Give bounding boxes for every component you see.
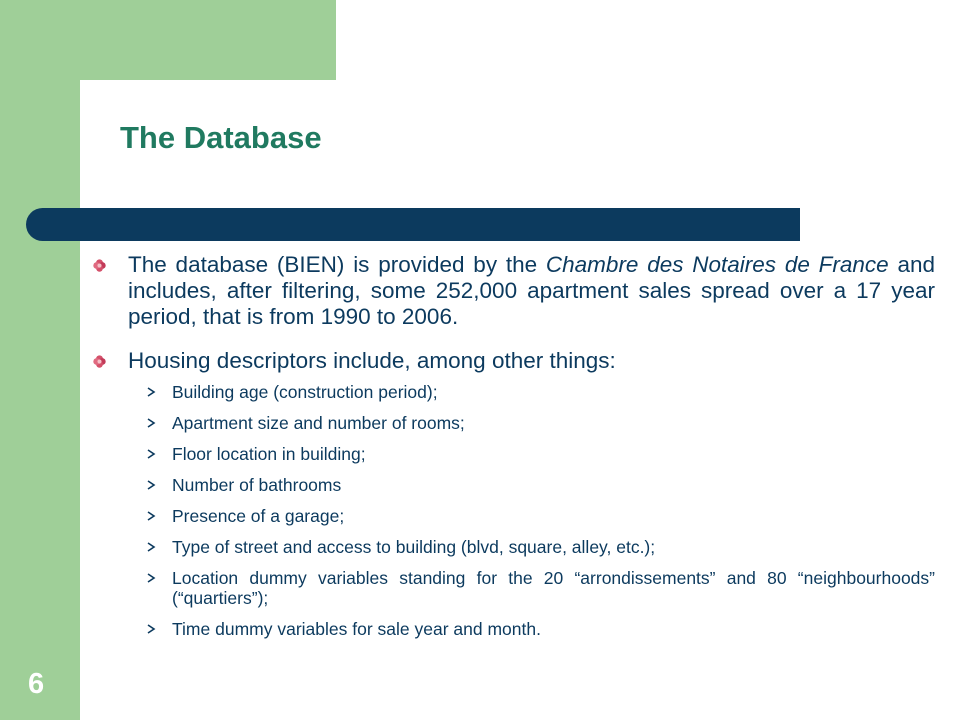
title-underline-bar [26,208,800,241]
slide-content [90,252,935,650]
descriptor-list [90,382,935,639]
list-item [146,444,935,464]
list-item-text: Building age (construction period); [172,382,438,402]
arrow-bullet-icon [146,418,156,428]
arrow-bullet-icon [146,480,156,490]
arrow-bullet-icon [146,449,156,459]
bullet-text-part: and includes, after filtering, some 252,000 apartment sales spread over a 17 year period, that is from 1990 to 2006. [128,252,935,329]
bullet-text-italic-part: Chambre des Notaires de France [545,252,889,277]
bullet-text: Housing descriptors include, among other things: [128,348,616,373]
list-item-text: Location dummy variables standing for the 20 “arrondissements” and 80 “neighbourhoods” (“quartiers”); [172,568,935,608]
arrow-bullet-icon [146,573,156,583]
list-item [146,537,935,557]
left-accent-band [0,0,80,720]
arrow-bullet-icon [146,511,156,521]
list-item-text: Apartment size and number of rooms; [172,413,465,433]
list-item [146,619,935,639]
list-item-text: Floor location in building; [172,444,366,464]
bullet-housing-descriptors [90,348,935,374]
arrow-bullet-icon [146,542,156,552]
arrow-bullet-icon [146,624,156,634]
list-item-text: Time dummy variables for sale year and month. [172,619,541,639]
list-item [146,382,935,402]
arrow-bullet-icon [146,387,156,397]
bullet-text-part: The database (BIEN) is provided by the [128,252,546,277]
list-item [146,413,935,433]
list-item-text: Presence of a garage; [172,506,345,526]
list-item [146,475,935,495]
list-item-text: Type of street and access to building (blvd, square, alley, etc.); [172,537,656,557]
flower-bullet-icon [92,354,107,369]
bullet-database-source [90,252,935,330]
slide-title: The Database [120,120,322,155]
list-item [146,568,935,608]
top-accent-band [0,0,336,80]
list-item [146,506,935,526]
list-item-text: Number of bathrooms [172,475,342,495]
flower-bullet-icon [92,258,107,273]
page-number: 6 [28,668,45,700]
